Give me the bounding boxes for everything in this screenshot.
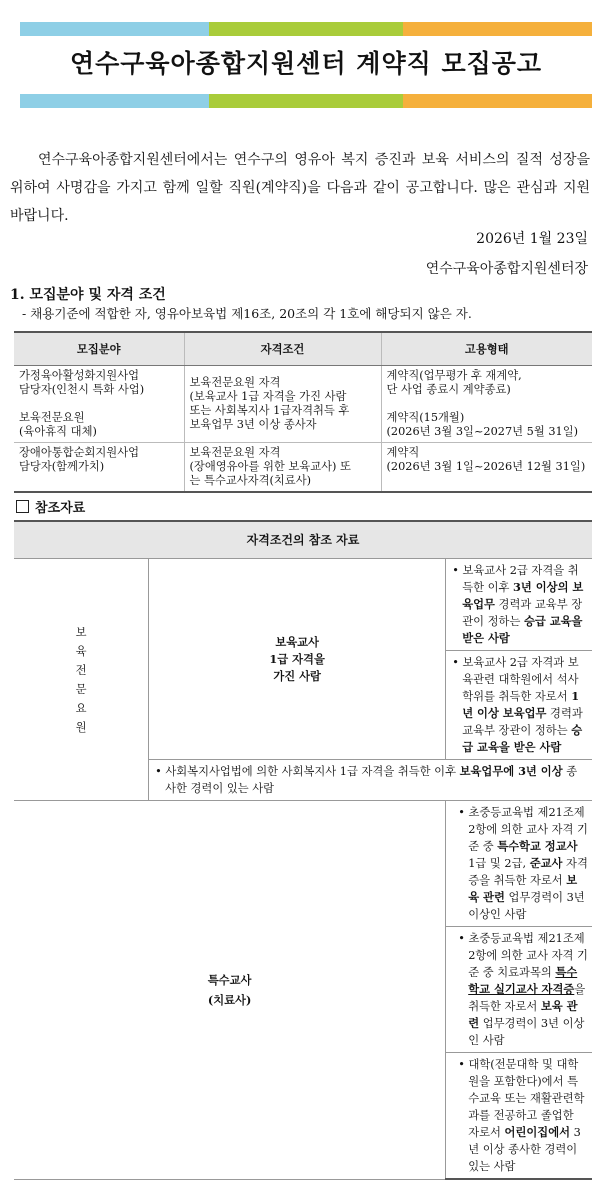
recruitment-table [14, 331, 592, 493]
intro-paragraph: 연수구육아종합지원센터에서는 연수구의 영유아 복지 증진과 보육 서비스의 질적 성장을 위하여 사명감을 가지고 함께 일할 직원(계약직)을 다음과 같이 공고합니다. 많은 관심과 지원 바랍니다. [10, 152, 590, 224]
list-item: • 보육교사 2급 자격과 보육관련 대학원에서 석사학위를 취득한 자로서 1년 이상 보육업무 경력과 교육부 장관이 정하는 승급 교육을 받은 사람 [446, 651, 592, 760]
checkbox-square-icon [16, 500, 29, 513]
list-item: • 보육교사 2급 자격을 취득한 이후 3년 이상의 보육업무 경력과 교육부 장관이 정하는 승급 교육을 받은 사람 [446, 559, 592, 651]
col-header-qualification: 자격조건 [184, 332, 381, 366]
section2-heading: 참조자료 [16, 497, 85, 516]
page-title: 연수구육아종합지원센터 계약직 모집공고 [69, 49, 543, 78]
list-item: • 사회복지사업법에 의한 사회복지사 1급 자격을 취득한 이후 보육업무에 3년 이상 종사한 경력이 있는 사람 [149, 760, 592, 801]
list-item: • 초중등교육법 제21조제2항에 의한 교사 자격 기준 중 특수학교 정교사 1급 및 2급, 준교사 자격증을 취득한 자로서 보육 관련 업무경력이 3년 이상인 사람 [446, 801, 592, 927]
list-item: • 대학(전문대학 및 대학원을 포함한다)에서 특수교육 또는 재활관련학과를 전공하고 졸업한 자로서 어린이집에서 3년 이상 종사한 경력이 있는 사람 [446, 1053, 592, 1180]
group-label-special-teacher: 특수교사 (치료사) [14, 801, 446, 1180]
top-color-band [20, 22, 592, 36]
reference-table-title: 자격조건의 참조 자료 [14, 521, 592, 559]
table-row: 가정육아활성화지원사업 담당자(인천시 특화 사업) 보육전문요원 (육아휴직 대체) 보육전문요원 자격 (보육교사 1급 자격을 가진 사람 또는 사회복지사 1급자격취득 후 보육업무 3년 이상 종사자 계약직(업무평가 후 재계약, 단 사업 종료시 계약종료) 계약직(15개월) (2026년 3월 3일~2027년 5월 31일) [14, 366, 592, 443]
table-row [14, 801, 592, 927]
reference-table [14, 520, 592, 1180]
notice-date: 2026년 1월 23일 [476, 231, 588, 247]
eligibility-note: - 채용기준에 적합한 자, 영유아보육법 제16조, 20조의 각 1호에 해당되지 않은 자. [22, 306, 472, 321]
list-item: • 초중등교육법 제21조제2항에 의한 교사 자격 기준 중 치료과목의 특수학교 실기교사 자격증을 취득한 자로서 보육 관련 업무경력이 3년 이상인 사람 [446, 927, 592, 1053]
sub-label-teacher-grade1: 보육교사 1급 자격을 가진 사람 [149, 559, 446, 760]
col-header-field: 모집분야 [14, 332, 184, 366]
issuer-name: 연수구육아종합지원센터장 [425, 261, 588, 277]
section1-heading: 1. 모집분야 및 자격 조건 [10, 287, 166, 303]
bottom-color-band [20, 94, 592, 108]
table-row: 장애아통합순회지원사업 담당자(함께가치) 보육전문요원 자격 (장애영유아를 위한 보육교사) 또 는 특수교사자격(치료사) 계약직 (2026년 3월 1일~2026년 12월 31일) [14, 443, 592, 493]
group-label-care-specialist: 보 육 전 문 요 원 [14, 559, 149, 801]
col-header-employment: 고용형태 [381, 332, 592, 366]
table-row [14, 559, 592, 651]
